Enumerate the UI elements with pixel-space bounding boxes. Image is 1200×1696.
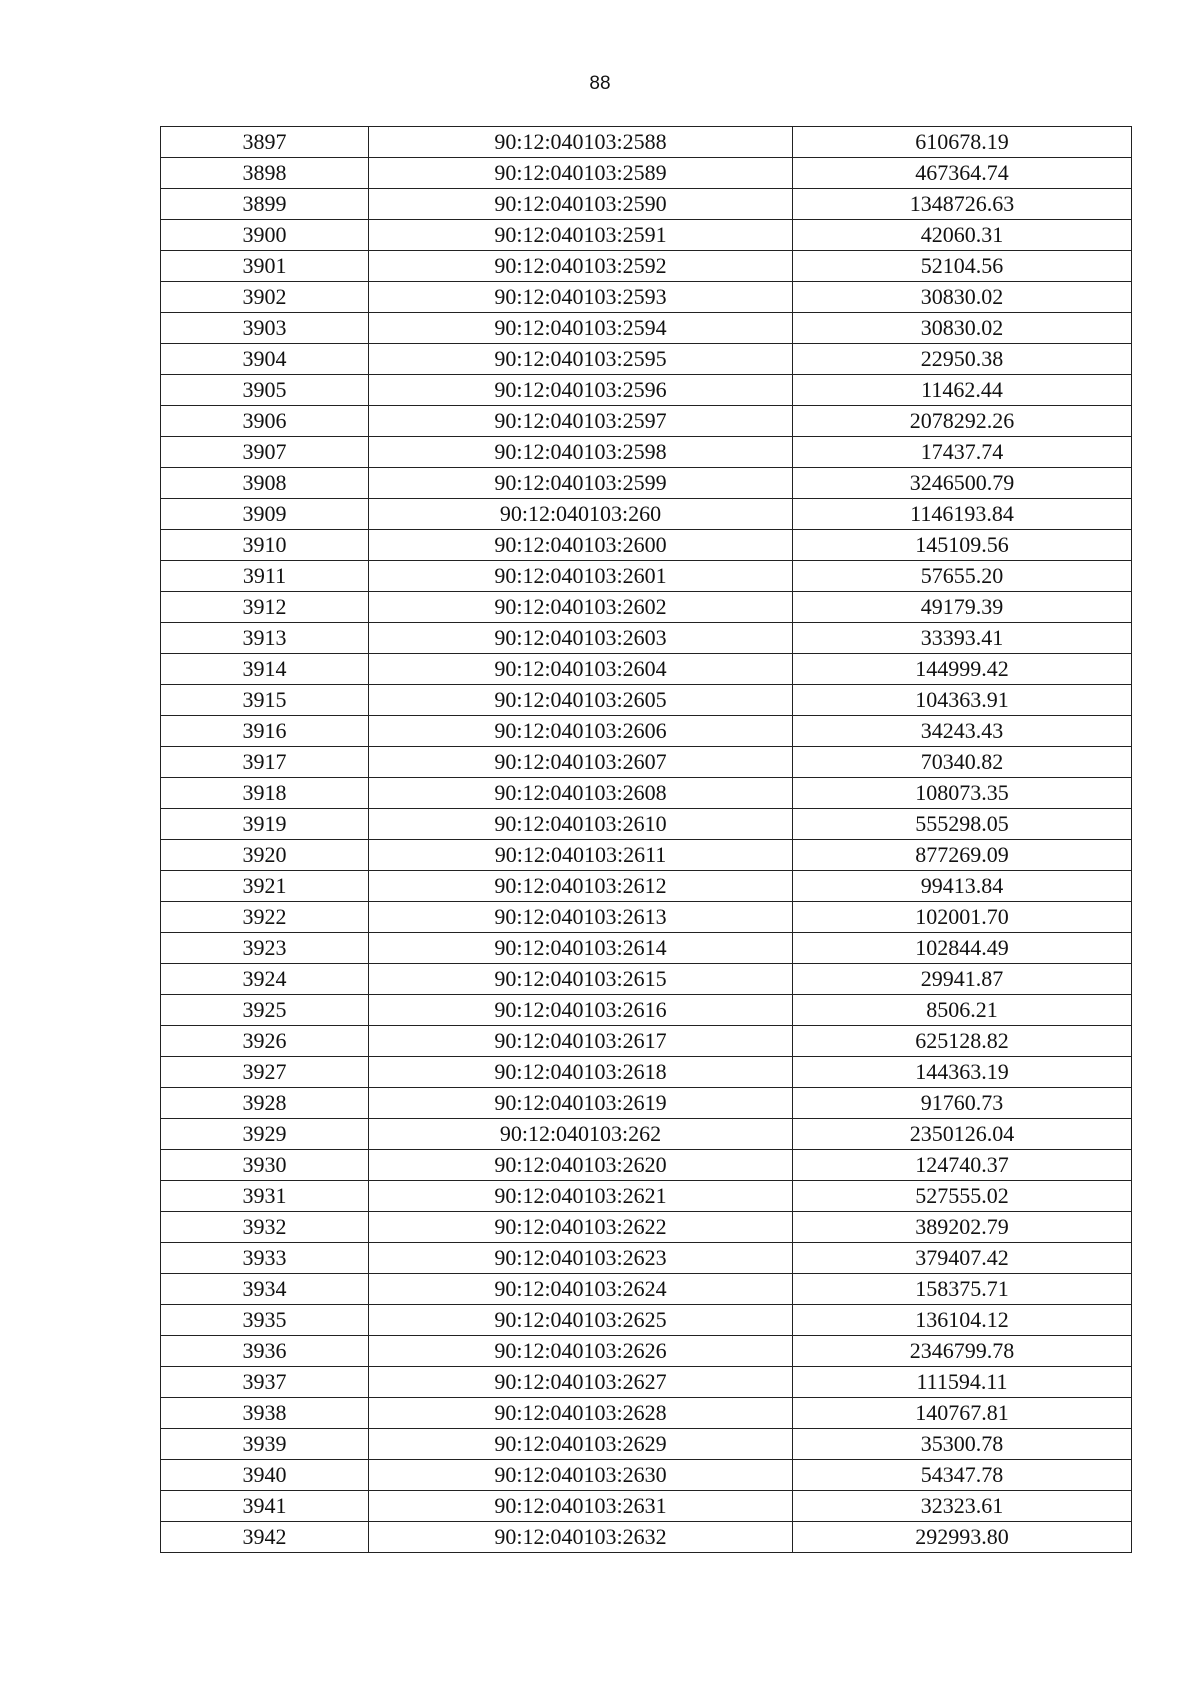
cadastral-number-cell: 90:12:040103:2611 [369,840,793,871]
row-number-cell: 3916 [161,716,369,747]
value-cell: 389202.79 [793,1212,1132,1243]
value-cell: 52104.56 [793,251,1132,282]
row-number-cell: 3925 [161,995,369,1026]
row-number-cell: 3921 [161,871,369,902]
row-number-cell: 3938 [161,1398,369,1429]
table-row [161,1336,1132,1367]
table-row [161,561,1132,592]
table-row [161,1181,1132,1212]
cadastral-table [160,126,1132,1553]
table-row [161,158,1132,189]
row-number-cell: 3930 [161,1150,369,1181]
table-body [161,127,1132,1553]
value-cell: 379407.42 [793,1243,1132,1274]
cadastral-number-cell: 90:12:040103:2596 [369,375,793,406]
row-number-cell: 3927 [161,1057,369,1088]
table-row [161,809,1132,840]
row-number-cell: 3902 [161,282,369,313]
value-cell: 30830.02 [793,313,1132,344]
cadastral-number-cell: 90:12:040103:2624 [369,1274,793,1305]
cadastral-number-cell: 90:12:040103:2597 [369,406,793,437]
cadastral-number-cell: 90:12:040103:2590 [369,189,793,220]
table-row [161,220,1132,251]
table-row [161,127,1132,158]
table-row [161,685,1132,716]
cadastral-number-cell: 90:12:040103:2594 [369,313,793,344]
row-number-cell: 3940 [161,1460,369,1491]
value-cell: 99413.84 [793,871,1132,902]
value-cell: 292993.80 [793,1522,1132,1553]
table-row [161,1367,1132,1398]
row-number-cell: 3898 [161,158,369,189]
cadastral-number-cell: 90:12:040103:2631 [369,1491,793,1522]
value-cell: 11462.44 [793,375,1132,406]
cadastral-number-cell: 90:12:040103:2600 [369,530,793,561]
cadastral-number-cell: 90:12:040103:2616 [369,995,793,1026]
row-number-cell: 3939 [161,1429,369,1460]
cadastral-number-cell: 90:12:040103:2622 [369,1212,793,1243]
cadastral-number-cell: 90:12:040103:2632 [369,1522,793,1553]
value-cell: 3246500.79 [793,468,1132,499]
cadastral-number-cell: 90:12:040103:2606 [369,716,793,747]
row-number-cell: 3906 [161,406,369,437]
cadastral-number-cell: 90:12:040103:2627 [369,1367,793,1398]
cadastral-number-cell: 90:12:040103:2619 [369,1088,793,1119]
row-number-cell: 3929 [161,1119,369,1150]
table-row [161,468,1132,499]
cadastral-number-cell: 90:12:040103:2623 [369,1243,793,1274]
cadastral-number-cell: 90:12:040103:2589 [369,158,793,189]
row-number-cell: 3934 [161,1274,369,1305]
cadastral-number-cell: 90:12:040103:2610 [369,809,793,840]
table-row [161,530,1132,561]
cadastral-number-cell: 90:12:040103:262 [369,1119,793,1150]
cadastral-number-cell: 90:12:040103:2621 [369,1181,793,1212]
row-number-cell: 3928 [161,1088,369,1119]
value-cell: 102001.70 [793,902,1132,933]
table-row [161,592,1132,623]
table-row [161,1460,1132,1491]
value-cell: 111594.11 [793,1367,1132,1398]
row-number-cell: 3936 [161,1336,369,1367]
value-cell: 104363.91 [793,685,1132,716]
table-row [161,251,1132,282]
row-number-cell: 3937 [161,1367,369,1398]
cadastral-number-cell: 90:12:040103:2618 [369,1057,793,1088]
table-row [161,1491,1132,1522]
value-cell: 32323.61 [793,1491,1132,1522]
cadastral-number-cell: 90:12:040103:2593 [369,282,793,313]
cadastral-number-cell: 90:12:040103:2630 [369,1460,793,1491]
cadastral-number-cell: 90:12:040103:2614 [369,933,793,964]
value-cell: 34243.43 [793,716,1132,747]
value-cell: 1348726.63 [793,189,1132,220]
table-row [161,406,1132,437]
row-number-cell: 3919 [161,809,369,840]
value-cell: 144363.19 [793,1057,1132,1088]
table-row [161,654,1132,685]
table-row [161,1522,1132,1553]
cadastral-number-cell: 90:12:040103:2604 [369,654,793,685]
value-cell: 35300.78 [793,1429,1132,1460]
value-cell: 145109.56 [793,530,1132,561]
table-row [161,1398,1132,1429]
row-number-cell: 3900 [161,220,369,251]
row-number-cell: 3905 [161,375,369,406]
row-number-cell: 3897 [161,127,369,158]
table-row [161,375,1132,406]
table-row [161,1305,1132,1336]
table-row [161,499,1132,530]
table-row [161,871,1132,902]
value-cell: 136104.12 [793,1305,1132,1336]
cadastral-number-cell: 90:12:040103:2599 [369,468,793,499]
cadastral-number-cell: 90:12:040103:2620 [369,1150,793,1181]
value-cell: 625128.82 [793,1026,1132,1057]
cadastral-number-cell: 90:12:040103:2603 [369,623,793,654]
value-cell: 29941.87 [793,964,1132,995]
row-number-cell: 3935 [161,1305,369,1336]
value-cell: 22950.38 [793,344,1132,375]
row-number-cell: 3908 [161,468,369,499]
cadastral-number-cell: 90:12:040103:260 [369,499,793,530]
cadastral-number-cell: 90:12:040103:2625 [369,1305,793,1336]
table-row [161,1150,1132,1181]
value-cell: 57655.20 [793,561,1132,592]
value-cell: 102844.49 [793,933,1132,964]
row-number-cell: 3942 [161,1522,369,1553]
row-number-cell: 3917 [161,747,369,778]
table-row [161,1274,1132,1305]
value-cell: 1146193.84 [793,499,1132,530]
value-cell: 33393.41 [793,623,1132,654]
cadastral-number-cell: 90:12:040103:2607 [369,747,793,778]
table-row [161,933,1132,964]
value-cell: 42060.31 [793,220,1132,251]
table-row [161,1119,1132,1150]
row-number-cell: 3913 [161,623,369,654]
value-cell: 124740.37 [793,1150,1132,1181]
row-number-cell: 3922 [161,902,369,933]
cadastral-number-cell: 90:12:040103:2617 [369,1026,793,1057]
row-number-cell: 3904 [161,344,369,375]
table-row [161,1212,1132,1243]
row-number-cell: 3901 [161,251,369,282]
cadastral-number-cell: 90:12:040103:2595 [369,344,793,375]
table-row [161,1088,1132,1119]
table-row [161,964,1132,995]
value-cell: 158375.71 [793,1274,1132,1305]
row-number-cell: 3899 [161,189,369,220]
row-number-cell: 3911 [161,561,369,592]
row-number-cell: 3923 [161,933,369,964]
row-number-cell: 3910 [161,530,369,561]
table-row [161,282,1132,313]
row-number-cell: 3914 [161,654,369,685]
row-number-cell: 3909 [161,499,369,530]
row-number-cell: 3920 [161,840,369,871]
value-cell: 555298.05 [793,809,1132,840]
value-cell: 144999.42 [793,654,1132,685]
table-row [161,1026,1132,1057]
cadastral-number-cell: 90:12:040103:2591 [369,220,793,251]
cadastral-number-cell: 90:12:040103:2615 [369,964,793,995]
cadastral-number-cell: 90:12:040103:2605 [369,685,793,716]
row-number-cell: 3941 [161,1491,369,1522]
value-cell: 877269.09 [793,840,1132,871]
row-number-cell: 3907 [161,437,369,468]
row-number-cell: 3924 [161,964,369,995]
value-cell: 49179.39 [793,592,1132,623]
row-number-cell: 3933 [161,1243,369,1274]
value-cell: 2346799.78 [793,1336,1132,1367]
value-cell: 54347.78 [793,1460,1132,1491]
table-row [161,840,1132,871]
table-row [161,716,1132,747]
value-cell: 140767.81 [793,1398,1132,1429]
table-row [161,313,1132,344]
table-row [161,747,1132,778]
row-number-cell: 3918 [161,778,369,809]
table-row [161,1057,1132,1088]
value-cell: 527555.02 [793,1181,1132,1212]
table-row [161,623,1132,654]
row-number-cell: 3926 [161,1026,369,1057]
row-number-cell: 3915 [161,685,369,716]
row-number-cell: 3932 [161,1212,369,1243]
table-row [161,1243,1132,1274]
cadastral-number-cell: 90:12:040103:2608 [369,778,793,809]
table-row [161,1429,1132,1460]
table-row [161,189,1132,220]
value-cell: 610678.19 [793,127,1132,158]
table-row [161,437,1132,468]
value-cell: 467364.74 [793,158,1132,189]
row-number-cell: 3912 [161,592,369,623]
table-row [161,902,1132,933]
cadastral-number-cell: 90:12:040103:2598 [369,437,793,468]
table-row [161,995,1132,1026]
table-row [161,778,1132,809]
table-row [161,344,1132,375]
value-cell: 108073.35 [793,778,1132,809]
value-cell: 8506.21 [793,995,1132,1026]
value-cell: 2078292.26 [793,406,1132,437]
value-cell: 91760.73 [793,1088,1132,1119]
cadastral-number-cell: 90:12:040103:2613 [369,902,793,933]
cadastral-number-cell: 90:12:040103:2612 [369,871,793,902]
value-cell: 30830.02 [793,282,1132,313]
cadastral-number-cell: 90:12:040103:2601 [369,561,793,592]
row-number-cell: 3903 [161,313,369,344]
row-number-cell: 3931 [161,1181,369,1212]
cadastral-number-cell: 90:12:040103:2592 [369,251,793,282]
page-number: 88 [589,73,611,94]
cadastral-number-cell: 90:12:040103:2629 [369,1429,793,1460]
value-cell: 17437.74 [793,437,1132,468]
cadastral-number-cell: 90:12:040103:2628 [369,1398,793,1429]
value-cell: 70340.82 [793,747,1132,778]
cadastral-number-cell: 90:12:040103:2626 [369,1336,793,1367]
cadastral-number-cell: 90:12:040103:2588 [369,127,793,158]
value-cell: 2350126.04 [793,1119,1132,1150]
cadastral-number-cell: 90:12:040103:2602 [369,592,793,623]
